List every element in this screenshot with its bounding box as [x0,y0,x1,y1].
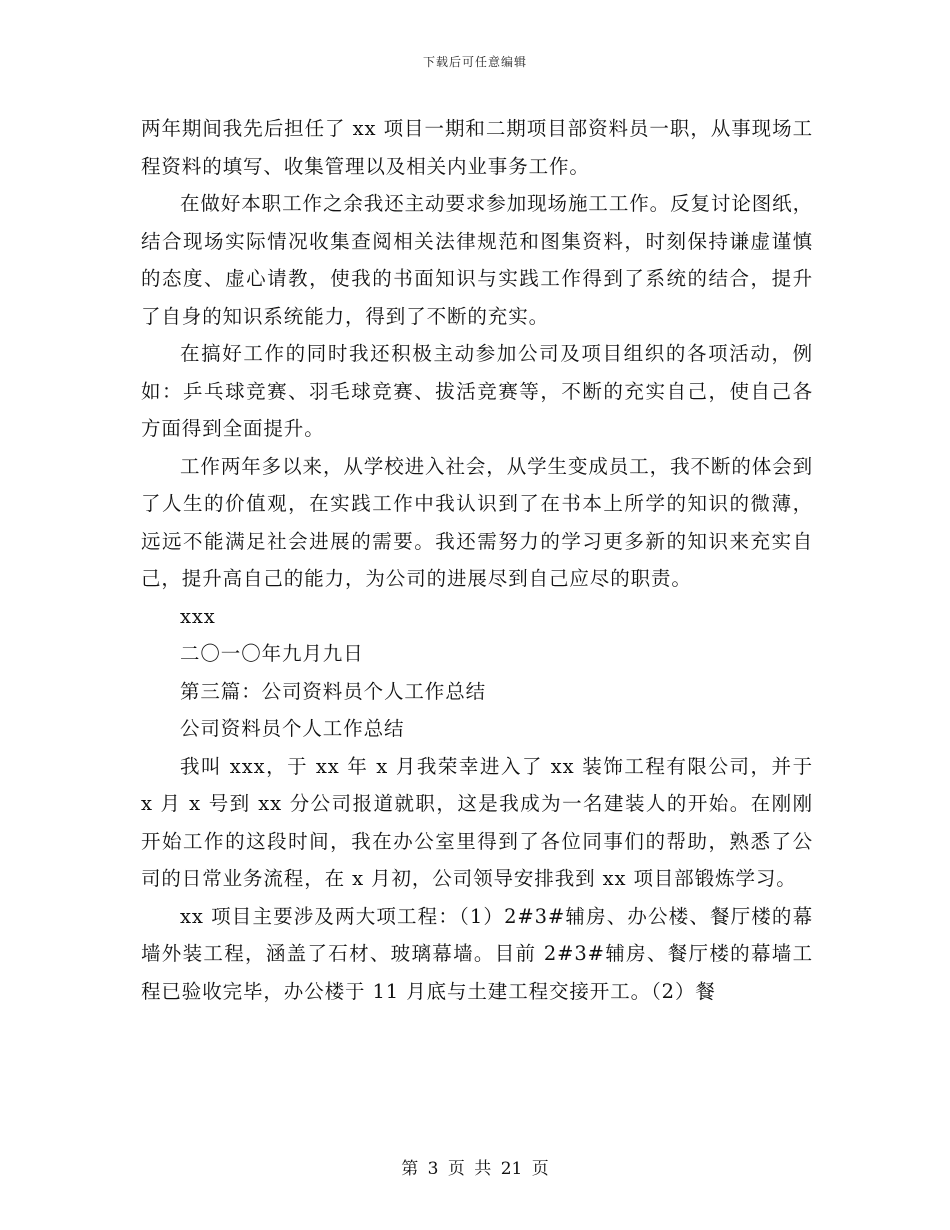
paragraph-3: 在搞好工作的同时我还积极主动参加公司及项目组织的各项活动，例如：乒乓球竞赛、羽毛球竞赛、拔活竞赛等，不断的充实自己，使自己各方面得到全面提升。 [141,342,813,440]
paragraph-6: xx 项目主要涉及两大项工程：（1）2#3#辅房、办公楼、餐厅楼的幕墙外装工程，涵盖了石材、玻璃幕墙。目前 2#3#辅房、餐厅楼的幕墙工程已验收完毕，办公楼于 11 月底与土建工程交接开工。（2）餐 [141,904,813,1003]
page-number-footer: 第 3 页 共 21 页 [401,1159,549,1179]
page-header-note: 下载后可任意编辑 [422,55,527,69]
document-body [141,110,813,1010]
paragraph-2: 在做好本职工作之余我还主动要求参加现场施工工作。反复讨论图纸，结合现场实际情况收集查阅相关法律规范和图集资料，时刻保持谦虚谨慎的态度、虚心请教，使我的书面知识与实践工作得到了系统的结合，提升了自身的知识系统能力，得到了不断的充实。 [141,192,813,328]
section-title: 公司资料员个人工作总结 [180,717,405,740]
paragraph-1: 两年期间我先后担任了 xx 项目一期和二期项目部资料员一职，从事现场工程资料的填写、收集管理以及相关内业事务工作。 [141,117,813,178]
signature-name: xxx [180,604,216,628]
paragraph-4: 工作两年多以来，从学校进入社会，从学生变成员工，我不断的体会到了人生的价值观，在实践工作中我认识到了在书本上所学的知识的微薄，远远不能满足社会进展的需要。我还需努力的学习更多新的知识来充实自己，提升高自己的能力，为公司的进展尽到自己应尽的职责。 [141,454,813,590]
section-heading: 第三篇：公司资料员个人工作总结 [180,679,487,703]
signature-date: 二〇一〇年九月九日 [180,642,364,665]
paragraph-5: 我叫 xxx，于 xx 年 x 月我荣幸进入了 xx 装饰工程有限公司，并于 x 月 x 号到 xx 分公司报道就职，这是我成为一名建装人的开始。在刚刚开始工作的这段时间，我在办公室里得到了各位同事们的帮助，熟悉了公司的日常业务流程，在 x 月初，公司领导安排我到 xx 项目部锻炼学习。 [141,754,813,890]
